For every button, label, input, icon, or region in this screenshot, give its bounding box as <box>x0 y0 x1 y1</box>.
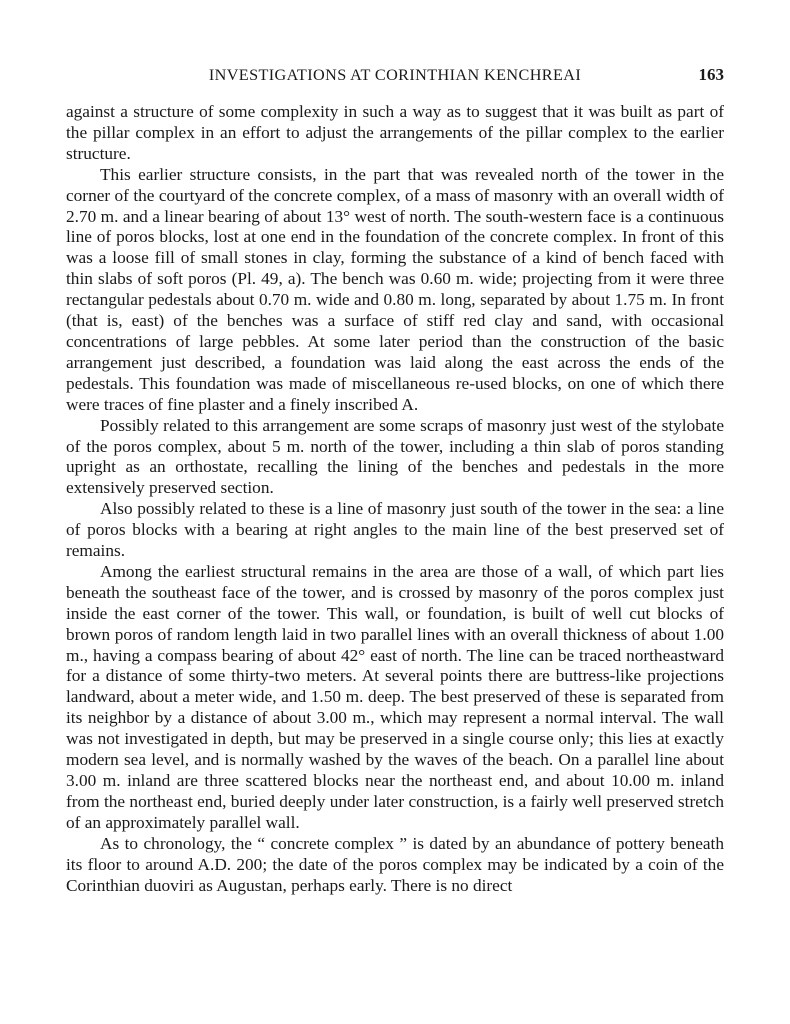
page-number: 163 <box>698 65 724 84</box>
paragraph: This earlier structure consists, in the part that was revealed north of the tower in the corner of the courtyard of the concrete complex, of a mass of masonry with an overall width of 2.70 m. and a linear bearing of about 13° west of north. The south-western face is a continuous line of poros blocks, lost at one end in the foundation of the concrete complex. In front of this was a loose fill of small stones in clay, forming the substance of a kind of bench faced with thin slabs of soft poros (Pl. 49, a). The bench was 0.60 m. wide; projecting from it were three rectangular pedestals about 0.70 m. wide and 0.80 m. long, separated by about 1.75 m. In front (that is, east) of the benches was a surface of stiff red clay and sand, with occasional concentrations of large pebbles. At some later period than the construction of the basic arrangement just described, a foundation was laid along the east across the ends of the pedestals. This foundation was made of miscellaneous re-used blocks, on one of which there were traces of fine plaster and a finely inscribed A. <box>66 164 724 414</box>
page-header <box>66 62 724 88</box>
paragraph: As to chronology, the “ concrete complex ” is dated by an abundance of pottery beneath its floor to around A.D. 200; the date of the poros complex may be indicated by a coin of the Corinthian duoviri as Augustan, perhaps early. There is no direct <box>66 833 724 895</box>
paragraph: Also possibly related to these is a line of masonry just south of the tower in the sea: a line of poros blocks with a bearing at right angles to the main line of the best preserved set of remains. <box>66 499 724 561</box>
body-text <box>66 102 724 896</box>
paragraph: Among the earliest structural remains in the area are those of a wall, of which part lies beneath the southeast face of the tower, and is crossed by masonry of the poros complex just inside the east corner of the tower. This wall, or foundation, is built of well cut blocks of brown poros of random length laid in two parallel lines with an overall thickness of about 1.00 m., having a compass bearing of about 42° east of north. The line can be traced northeastward for a distance of some thirty-two meters. At several points there are buttress-like projections landward, about a meter wide, and 1.50 m. deep. The best preserved of these is separated from its neighbor by a distance of about 3.00 m., which may represent a normal interval. The wall was not investigated in depth, but may be preserved in a single course only; this lies at exactly modern sea level, and is normally washed by the waves of the beach. On a parallel line about 3.00 m. inland are three scattered blocks near the northeast end, and about 10.00 m. inland from the northeast end, buried deeply under later construction, is a fairly well preserved stretch of an approximately parallel wall. <box>66 561 724 832</box>
paragraph: Possibly related to this arrangement are some scraps of masonry just west of the stylobate of the poros complex, about 5 m. north of the tower, including a thin slab of poros standing upright as an orthostate, recalling the lining of the benches and pedestals in the more extensively preserved section. <box>66 415 724 498</box>
page <box>66 62 724 896</box>
paragraph-continued: against a structure of some complexity in such a way as to suggest that it was built as part of the pillar complex in an effort to adjust the arrangements of the pillar complex to the earlier structure. <box>66 102 724 163</box>
running-head: INVESTIGATIONS AT CORINTHIAN KENCHREAI <box>208 66 582 84</box>
